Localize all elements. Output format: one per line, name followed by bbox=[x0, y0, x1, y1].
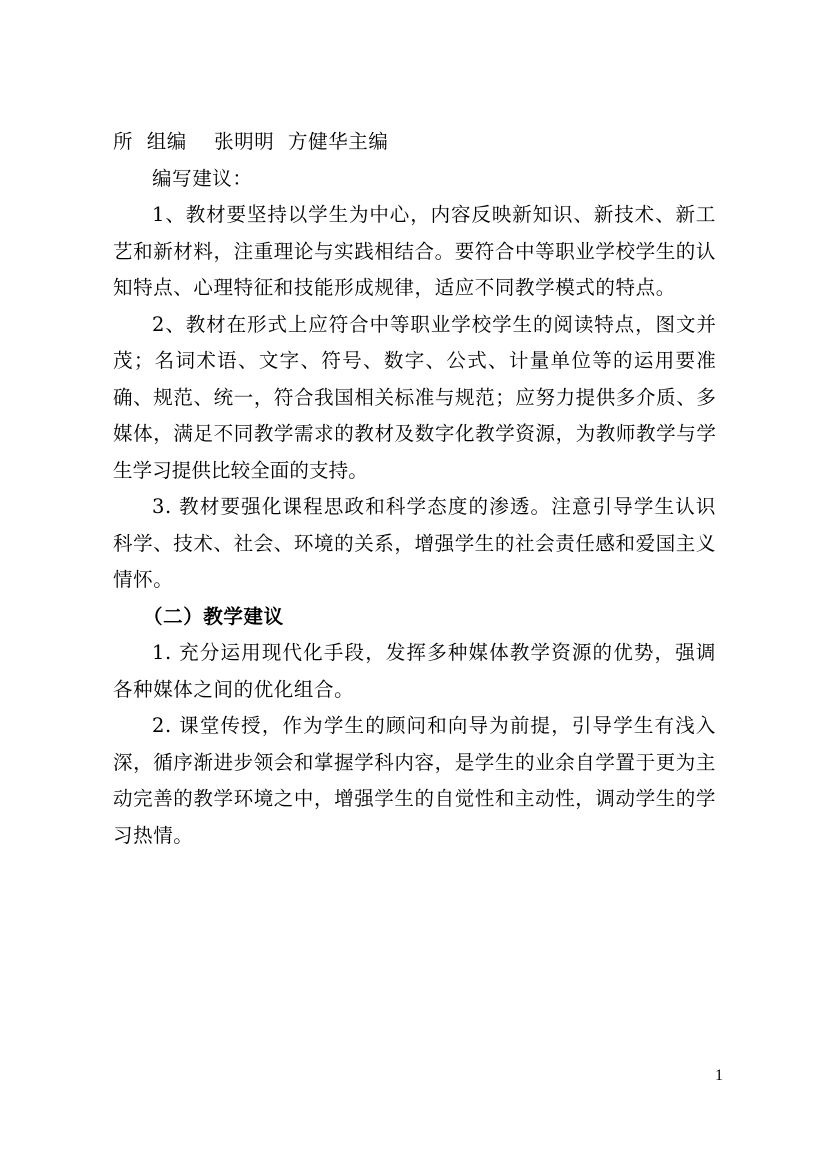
editor-credit-line: 所 组编 张明明 方健华主编 bbox=[113, 130, 389, 153]
compile-item-3: 3. 教材要强化课程思政和科学态度的渗透。注意引导学生认识科学、技术、社会、环境的关系，增强学生的社会责任感和爱国主义情怀。 bbox=[113, 495, 717, 591]
compile-item-1: 1、教材要坚持以学生为中心，内容反映新知识、新技术、新工艺和新材料，注重理论与实践相结合。要符合中等职业学校学生的认知特点、心理特征和技能形成规律，适应不同教学模式的特点。 bbox=[113, 203, 717, 299]
page-number: 1 bbox=[715, 1067, 723, 1084]
teaching-item-2: 2. 课堂传授，作为学生的顾问和向导为前提，引导学生有浅入深，循序渐进步领会和掌握学科内容，是学生的业余自学置于更为主动完善的教学环境之中，增强学生的自觉性和主动性，调动学生的学习热情。 bbox=[113, 714, 717, 847]
compile-suggestions-title: 编写建议： bbox=[152, 166, 253, 190]
document-body bbox=[113, 124, 716, 854]
compile-item-2: 2、教材在形式上应符合中等职业学校学生的阅读特点，图文并茂；名词术语、文字、符号、数字、公式、计量单位等的运用要准确、规范、统一，符合我国相关标准与规范；应努力提供多介质、多媒体，满足不同教学需求的教材及数字化教学资源，为教师教学与学生学习提供比较全面的支持。 bbox=[113, 312, 716, 482]
teaching-item-1: 1. 充分运用现代化手段，发挥多种媒体教学资源的优势，强调各种媒体之间的优化组合。 bbox=[113, 641, 716, 701]
teaching-suggestions-heading: （二）教学建议 bbox=[143, 604, 284, 628]
